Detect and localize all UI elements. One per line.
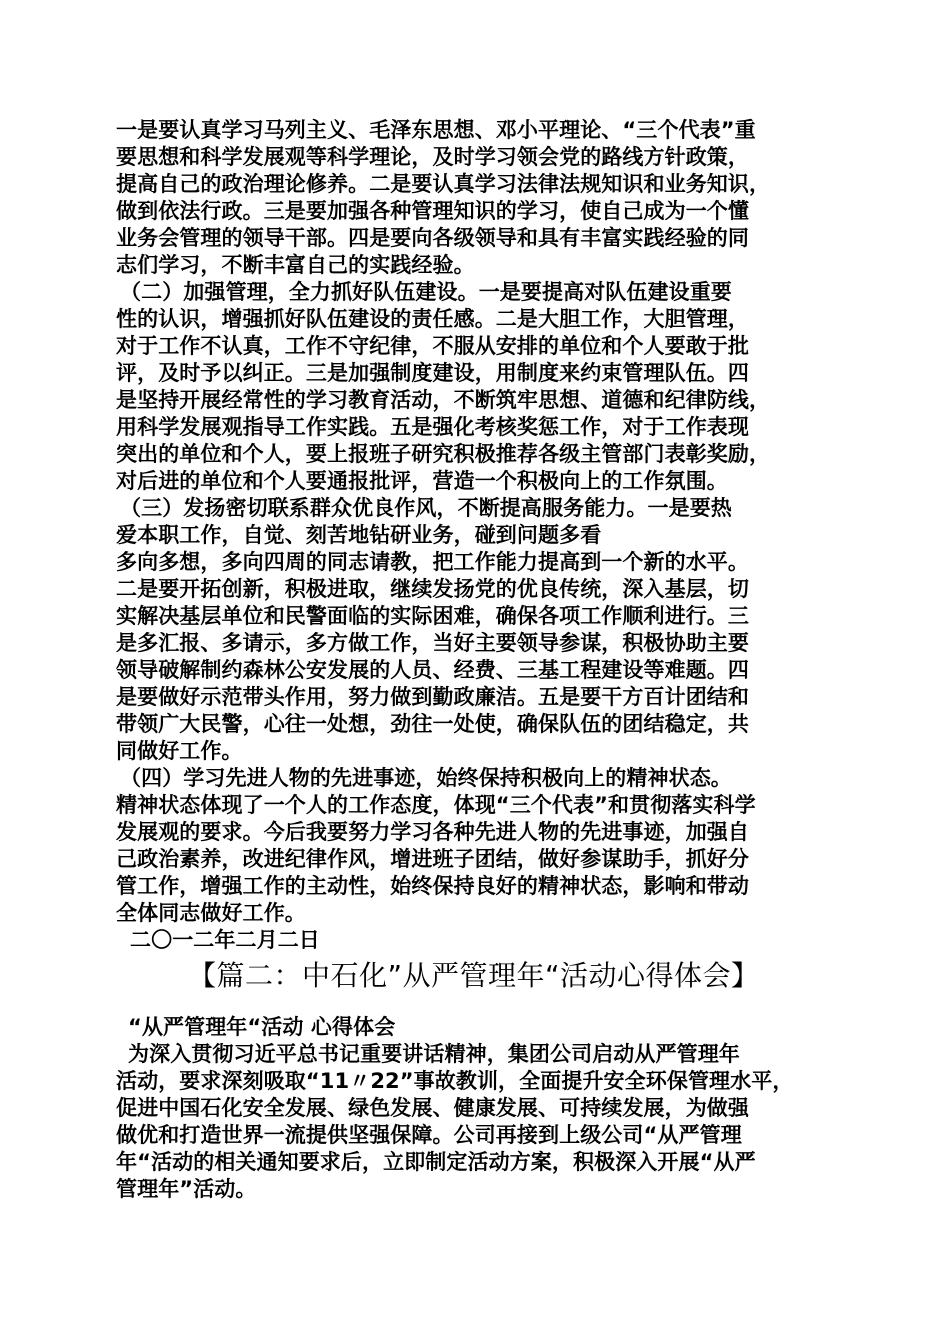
text-line: 实解决基层单位和民警面临的实际困难，确保各项工作顺利进行。三 — [116, 604, 749, 628]
text-line: 是多汇报、多请示，多方做工作，当好主要领导参谋，积极协助主要 — [116, 631, 749, 655]
text-line: 管工作，增强工作的主动性，始终保持良好的精神状态，影响和带动 — [116, 874, 749, 898]
text-line: 活动，要求深刻吸取“11〃22”事故教训，全面提升安全环保管理水平， — [116, 1069, 794, 1093]
text-line: 多向多想，多向四周的同志请教，把工作能力提高到一个新的水平。 — [116, 550, 749, 574]
paragraph-management — [116, 279, 846, 495]
text-line: 提高自己的政治理论修养。二是要认真学习法律法规知识和业务知识， — [116, 172, 771, 196]
paragraph-sinopec — [116, 1041, 846, 1203]
text-line: （四）学习先进人物的先进事迹，始终保持积极向上的精神状态。 — [120, 766, 732, 790]
text-line: 领导破解制约森林公安发展的人员、经费、三基工程建设等难题。四 — [116, 658, 749, 682]
text-line: 己政治素养，改进纪律作风，增进班子团结，做好参谋助手，抓好分 — [116, 847, 749, 871]
text-line: 管理年”活动。 — [116, 1177, 257, 1201]
text-line: 二是要开拓创新，积极进取，继续发扬党的优良传统，深入基层，切 — [116, 577, 749, 601]
text-line: 全体同志做好工作。 — [116, 901, 306, 925]
paragraph-service — [116, 495, 846, 765]
subtitle: “从严管理年“活动 心得体会 — [128, 1015, 396, 1039]
text-line: 爱本职工作，自觉、刻苦地钻研业务，碰到问题多看 — [116, 523, 602, 547]
text-line: 促进中国石化安全发展、绿色发展、健康发展、可持续发展，为做强 — [116, 1096, 749, 1120]
paragraph-study — [116, 117, 846, 279]
text-line: 一是要认真学习马列主义、毛泽东思想、邓小平理论、“三个代表”重 — [116, 118, 756, 142]
text-line: 带领广大民警，心往一处想，劲往一处使，确保队伍的团结稳定，共 — [116, 712, 749, 736]
text-line: （二）加强管理，全力抓好队伍建设。一是要提高对队伍建设重要 — [120, 280, 732, 304]
paragraph-role-models — [116, 765, 846, 927]
text-line: 性的认识，增强抓好队伍建设的责任感。二是大胆工作，大胆管理， — [116, 307, 749, 331]
text-line: 志们学习，不断丰富自己的实践经验。 — [116, 253, 475, 277]
text-line: 对于工作不认真，工作不守纪律，不服从安排的单位和个人要敢于批 — [116, 334, 749, 358]
spacer — [116, 994, 846, 1014]
document-date: 二〇一二年二月二日 — [130, 928, 320, 952]
text-line: 做优和打造世界一流提供坚强保障。公司再接到上级公司“从严管理 — [116, 1123, 742, 1147]
text-line: 对后进的单位和个人要通报批评，营造一个积极向上的工作氛围。 — [116, 469, 728, 493]
text-line: 为深入贯彻习近平总书记重要讲话精神，集团公司启动从严管理年 — [128, 1042, 740, 1066]
text-line: 同做好工作。 — [116, 739, 243, 763]
text-line: 评，及时予以纠正。三是加强制度建设，用制度来约束管理队伍。四 — [116, 361, 749, 385]
text-line: 是坚持开展经常性的学习教育活动，不断筑牢思想、道德和纪律防线， — [116, 388, 771, 412]
text-line: （三）发扬密切联系群众优良作风，不断提高服务能力。一是要热 — [120, 496, 732, 520]
document-page — [116, 117, 846, 1203]
text-line: 发展观的要求。今后我要努力学习各种先进人物的先进事迹，加强自 — [116, 820, 749, 844]
text-line: 突出的单位和个人，要上报班子研究积极推荐各级主管部门表彰奖励， — [116, 442, 771, 466]
text-line: 年“活动的相关通知要求后，立即制定活动方案，积极深入开展“从严 — [116, 1150, 756, 1174]
text-line: 要思想和科学发展观等科学理论，及时学习领会党的路线方针政策， — [116, 145, 749, 169]
text-line: 业务会管理的领导干部。四是要向各级领导和具有丰富实践经验的同 — [116, 226, 749, 250]
section-title: 【篇二：中石化”从严管理年“活动心得体会】 — [188, 959, 760, 992]
text-line: 是要做好示范带头作用，努力做到勤政廉洁。五是要干方百计团结和 — [116, 685, 749, 709]
text-line: 精神状态体现了一个人的工作态度，体现“三个代表”和贯彻落实科学 — [116, 793, 756, 817]
text-line: 做到依法行政。三是要加强各种管理知识的学习，使自己成为一个懂 — [116, 199, 749, 223]
text-line: 用科学发展观指导工作实践。五是强化考核奖惩工作，对于工作表现 — [116, 415, 749, 439]
